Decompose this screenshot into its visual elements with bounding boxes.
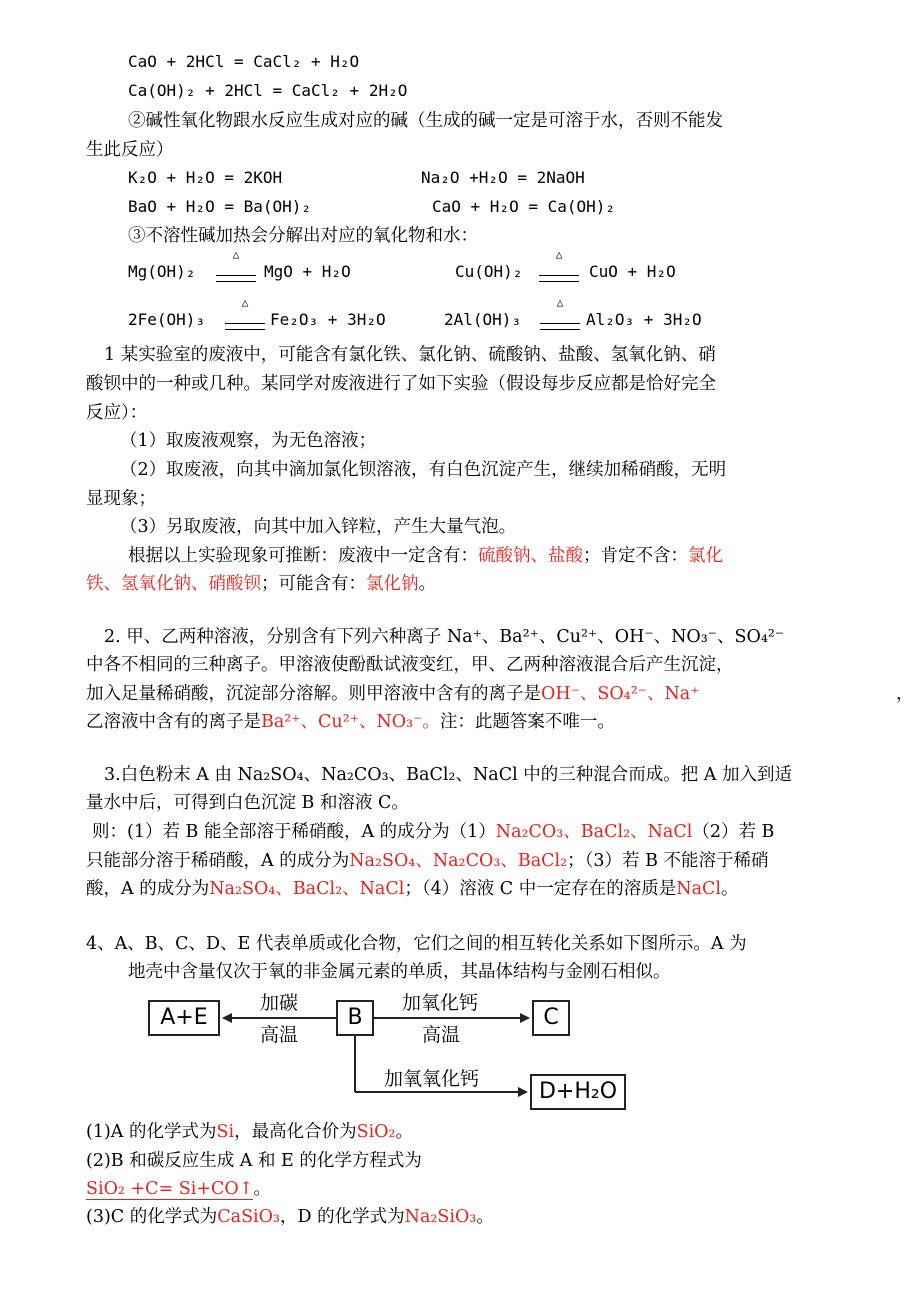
q3-line2: 量水中后，可得到白色沉淀 B 和溶液 C。 [86, 793, 409, 813]
q1-step1: （1）取废液观察，为无色溶液； [120, 431, 377, 451]
q4-line2: 地壳中含量仅次于氧的非金属元素的单质，其晶体结构与金刚石相似。 [128, 962, 671, 982]
box-b: B [336, 1000, 374, 1036]
label-add-cao: 加氧化钙 [402, 992, 479, 1014]
q2-line2: 中各不相同的三种离子。甲溶液使酚酞试液变红，甲、乙两种溶液混合后产生沉淀， [86, 655, 734, 675]
answer-jia-ions: OH⁻、SO₄²⁻、Na⁺ [541, 684, 700, 704]
q4-answer-2-equation [86, 1174, 271, 1204]
q1-step3: （3）另取废液，向其中加入锌粒，产生大量气泡。 [120, 517, 517, 537]
answer-d: Na₂SiO₃ [404, 1207, 477, 1227]
answer-sio2: SiO₂ [356, 1122, 396, 1142]
text: ，最高化合价为 [234, 1122, 357, 1142]
text: 。 [418, 574, 436, 594]
product: MgO + H₂O [264, 262, 351, 281]
text: 。 [476, 1207, 494, 1227]
text: 只能部分溶于稀硝酸，A 的成分为 [86, 851, 350, 871]
q4-line1: 4、A、B、C、D、E 代表单质或化合物，它们之间的相互转化关系如下图所示。A 为 [86, 934, 747, 954]
q1-line2: 酸钡中的一种或几种。某同学对废液进行了如下实验（假设每步反应都是恰好完全 [86, 374, 716, 394]
label-high-temp-2: 高温 [422, 1024, 461, 1046]
product: CuO + H₂O [589, 262, 676, 281]
text: (1)A 的化学式为 [86, 1122, 217, 1142]
q2-line1: 2. 甲、乙两种溶液，分别含有下列六种离子 Na⁺、Ba²⁺、Cu²⁺、OH⁻、NO₃⁻、SO₄²⁻ [104, 627, 785, 647]
answer-not-contains-cont: 铁、氢氧化钠、硝酸钡 [86, 574, 261, 594]
box-a-plus-e: A+E [148, 1000, 220, 1036]
conversion-diagram [128, 990, 628, 1110]
q2-comma: ， [896, 684, 914, 704]
text: 则：(1）若 B 能全部溶于稀硝酸，A 的成分为（1） [92, 822, 496, 842]
answer-not-contains: 氯化 [688, 546, 723, 566]
arrowhead-right-icon [520, 1013, 530, 1023]
reactant: 2Fe(OH)₃ [128, 310, 206, 329]
answer-yi-ions: Ba²⁺、Cu²⁺、NO₃⁻。 [261, 712, 440, 732]
q3-line5 [86, 874, 738, 904]
q2-line4 [86, 707, 615, 737]
equation-feoh3-heat [128, 296, 386, 329]
text: ；可能含有： [261, 574, 366, 594]
equation-caoh2-hcl: Ca(OH)₂ + 2HCl = CaCl₂ + 2H₂O [128, 81, 408, 100]
equation-cao-hcl: CaO + 2HCl = CaCl₂ + H₂O [128, 52, 360, 71]
equation-na2o: Na₂O +H₂O = 2NaOH [421, 168, 585, 187]
text: ；肯定不含： [583, 546, 688, 566]
equals-bars [539, 275, 579, 282]
answer-c: CaSiO₃ [217, 1207, 281, 1227]
text: ；（4）溶液 C 中一定存在的溶质是 [404, 879, 677, 899]
q3-line1: 3.白色粉末 A 由 Na₂SO₄、Na₂CO₃、BaCl₂、NaCl 中的三种混合而成。把 A 加入到适 [104, 765, 793, 785]
delta-icon: △ [556, 296, 564, 309]
product: Fe₂O₃ + 3H₂O [270, 310, 386, 329]
reactant: 2Al(OH)₃ [444, 310, 522, 329]
q2-line3 [86, 679, 699, 709]
answer-1: Na₂CO₃、BaCl₂、NaCl [495, 822, 693, 842]
equation-bao: BaO + H₂O = Ba(OH)₂ [128, 197, 312, 216]
label-add-cao-2: 加氧氧化钙 [384, 1068, 480, 1090]
text: ，D 的化学式为 [280, 1207, 405, 1227]
text: 加入足量稀硝酸，沉淀部分溶解。则甲溶液中含有的离子是 [86, 684, 541, 704]
equals-bars [225, 323, 265, 330]
delta-icon: △ [241, 296, 249, 309]
arrowhead-left-icon [222, 1013, 232, 1023]
q3-line3 [92, 817, 774, 847]
q1-line3: 反应）： [86, 403, 148, 423]
text: 乙溶液中含有的离子是 [86, 712, 261, 732]
rule-2-line1: ②碱性氧化物跟水反应生成对应的碱（生成的碱一定是可溶于水，否则不能发 [128, 111, 723, 131]
delta-icon: △ [232, 248, 240, 261]
equation-mgoh2-heat [128, 248, 351, 281]
diagram-arrows [128, 990, 628, 1110]
text: 。 [253, 1179, 271, 1199]
q1-step2b: 显现象； [86, 489, 156, 509]
text: （2）若 B [692, 822, 775, 842]
equals-bars [540, 323, 580, 330]
q1-conclusion-line1 [128, 541, 723, 571]
text: 酸，A 的成分为 [86, 879, 210, 899]
q1-step2a: （2）取废液，向其中滴加氯化钡溶液，有白色沉淀产生，继续加稀硝酸，无明 [120, 460, 727, 480]
answer-2: Na₂SO₄、Na₂CO₃、BaCl₂ [349, 851, 568, 871]
product: Al₂O₃ + 3H₂O [586, 310, 702, 329]
answer-3: Na₂SO₄、BaCl₂、NaCl [209, 879, 405, 899]
answer-4: NaCl [676, 879, 721, 899]
text: (3)C 的化学式为 [86, 1207, 218, 1227]
equals-bars [216, 275, 256, 282]
rule-3: ③不溶性碱加热会分解出对应的氧化物和水： [128, 226, 478, 246]
label-high-temp-1: 高温 [260, 1024, 299, 1046]
q4-answer-3 [86, 1202, 494, 1232]
answer-contains: 硫酸钠、盐酸 [478, 546, 583, 566]
q4-answer-1 [86, 1117, 413, 1147]
delta-icon: △ [555, 248, 563, 261]
reactant: Cu(OH)₂ [455, 262, 523, 281]
answer-si: Si [216, 1122, 235, 1142]
q1-line1: 1 某实验室的废液中，可能含有氯化铁、氯化钠、硫酸钠、盐酸、氢氧化钠、硝 [104, 345, 716, 365]
answer-maybe: 氯化钠 [366, 574, 419, 594]
reactant: Mg(OH)₂ [128, 262, 196, 281]
equation-cao-water: CaO + H₂O = Ca(OH)₂ [432, 197, 616, 216]
text: 。 [720, 879, 739, 899]
label-add-carbon: 加碳 [260, 992, 299, 1014]
answer-equation: SiO₂ +C= Si+CO↑ [86, 1179, 254, 1199]
text: 。 [395, 1122, 414, 1142]
box-d-plus-h2o: D+H₂O [530, 1074, 626, 1110]
text: ；（3）若 B 不能溶于稀硝 [567, 851, 769, 871]
q4-answer-2: (2)B 和碳反应生成 A 和 E 的化学方程式为 [86, 1151, 422, 1171]
equation-aloh3-heat [444, 296, 702, 329]
q3-line4 [86, 846, 769, 876]
text: 根据以上实验现象可推断：废液中一定含有： [128, 546, 478, 566]
equation-k2o: K₂O + H₂O = 2KOH [128, 168, 283, 187]
q1-conclusion-line2 [86, 569, 436, 599]
equation-cuoh2-heat [455, 248, 676, 281]
arrowhead-right-icon [518, 1087, 528, 1097]
note: 注：此题答案不唯一。 [439, 712, 615, 732]
box-c: C [532, 1000, 570, 1036]
rule-2-line2: 生此反应） [86, 140, 174, 160]
